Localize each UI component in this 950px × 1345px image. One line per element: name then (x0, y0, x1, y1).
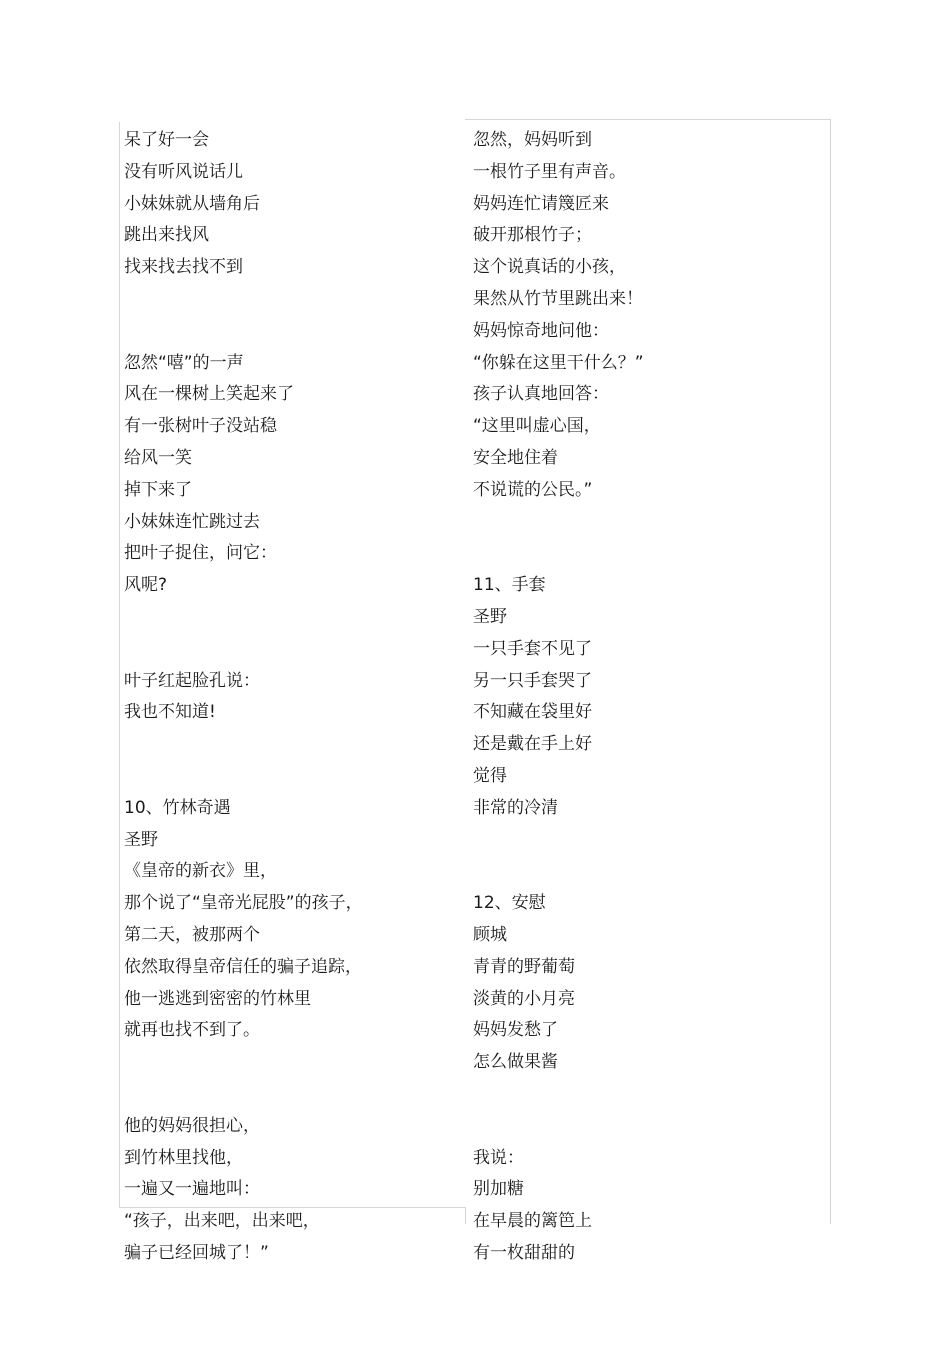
left-poem-line: 有一张树叶子没站稳 (124, 416, 277, 437)
left-poem-line: 到竹林里找他， (124, 1147, 243, 1168)
right-poem-line: 安全地住着 (473, 447, 558, 468)
right-poem-line: 淡黄的小月亮 (473, 988, 575, 1009)
left-poem-line: 依然取得皇帝信任的骗子追踪， (124, 956, 362, 977)
right-poem-line: 这个说真话的小孩， (473, 257, 626, 278)
left-poem-line: 掉下来了 (124, 479, 192, 500)
right-poem-line: 不知藏在袋里好 (473, 702, 592, 723)
right-poem-line: 一只手套不见了 (473, 638, 592, 659)
left-poem-line (124, 729, 454, 761)
right-poem-line: 别加糖 (473, 1179, 524, 1200)
left-poem-line: 那个说了“皇帝光屁股”的孩子， (124, 893, 363, 914)
left-poem-line: 没有听风说话儿 (124, 161, 243, 182)
left-poem-line: 小妹妹就从墙角后 (124, 193, 260, 214)
right-poem-line: 果然从竹节里跳出来！ (473, 288, 643, 309)
right-poem-line (473, 538, 813, 570)
left-poem-line: 他的妈妈很担心， (124, 1115, 260, 1136)
right-poem-line: 我说： (473, 1147, 524, 1168)
left-poem-line (124, 1047, 454, 1079)
right-poem-column (473, 125, 813, 1270)
left-poem-line: 10、竹林奇遇 (124, 797, 231, 818)
right-poem-line: 另一只手套哭了 (473, 670, 592, 691)
right-poem-line (473, 1111, 813, 1143)
left-poem-line: 我也不知道! (124, 702, 216, 723)
right-poem-line: 青青的野葡萄 (473, 956, 575, 977)
left-poem-line: 圣野 (124, 829, 158, 850)
right-poem-line: 顾城 (473, 924, 507, 945)
right-poem-line (473, 507, 813, 539)
right-poem-line: “这里叫虚心国， (473, 416, 601, 437)
left-poem-line: 把叶子捉住，问它： (124, 543, 277, 564)
left-poem-line: 小妹妹连忙跳过去 (124, 511, 260, 532)
frame-top-line (465, 119, 831, 120)
right-poem-line: 妈妈发愁了 (473, 1020, 558, 1041)
left-poem-line: 跳出来找风 (124, 225, 209, 246)
right-poem-line: 忽然，妈妈听到 (473, 130, 592, 150)
right-poem-line: 非常的冷清 (473, 797, 558, 818)
left-poem-line: 风在一棵树上笑起来了 (124, 384, 294, 405)
right-poem-line: 觉得 (473, 765, 507, 786)
left-poem-column (124, 125, 454, 1270)
left-poem-line: 就再也找不到了。 (124, 1020, 260, 1041)
right-poem-line: 妈妈惊奇地问他： (473, 320, 609, 341)
right-poem-line (473, 1079, 813, 1111)
left-poem-line: 《皇帝的新衣》里， (124, 861, 277, 882)
right-poem-line: 不说谎的公民。” (473, 479, 593, 500)
right-poem-line: 妈妈连忙请篾匠来 (473, 193, 609, 214)
left-poem-line: 风呢? (124, 575, 168, 596)
left-poem-line: 第二天，被那两个 (124, 924, 260, 945)
left-poem-line: 他一逃逃到密密的竹林里 (124, 988, 311, 1009)
left-poem-line: 忽然“嘻”的一声 (124, 352, 244, 373)
left-poem-line: 叶子红起脸孔说： (124, 670, 260, 691)
right-poem-line (473, 856, 813, 888)
left-poem-line (124, 761, 454, 793)
frame-left-line (119, 122, 120, 1208)
frame-divider-line (465, 1207, 466, 1224)
right-poem-line: 一根竹子里有声音。 (473, 161, 626, 182)
left-poem-line (124, 634, 454, 666)
left-poem-line: 给风一笑 (124, 447, 192, 468)
right-poem-line: 有一枚甜甜的 (473, 1242, 575, 1263)
right-poem-line: 11、手套 (473, 575, 546, 596)
right-poem-line: 破开那根竹子； (473, 225, 592, 246)
right-poem-line: 还是戴在手上好 (473, 734, 592, 755)
right-poem-line (473, 825, 813, 857)
right-poem-line: 在早晨的篱笆上 (473, 1211, 592, 1232)
left-poem-line (124, 602, 454, 634)
left-poem-line: 骗子已经回城了！” (124, 1242, 269, 1263)
right-poem-line: 12、安慰 (473, 893, 546, 914)
frame-right-line (830, 119, 831, 1224)
left-poem-line: 一遍又一遍地叫： (124, 1179, 260, 1200)
left-poem-line (124, 1079, 454, 1111)
left-poem-line: 找来找去找不到 (124, 257, 243, 278)
right-poem-line: 圣野 (473, 606, 507, 627)
right-poem-line: 怎么做果酱 (473, 1052, 558, 1073)
right-poem-line: 孩子认真地回答： (473, 384, 609, 405)
left-poem-line: “孩子，出来吧，出来吧， (124, 1211, 320, 1232)
left-poem-line (124, 316, 454, 348)
left-poem-line (124, 284, 454, 316)
left-poem-line: 呆了好一会 (124, 130, 209, 150)
right-poem-line: “你躲在这里干什么？” (473, 352, 644, 373)
